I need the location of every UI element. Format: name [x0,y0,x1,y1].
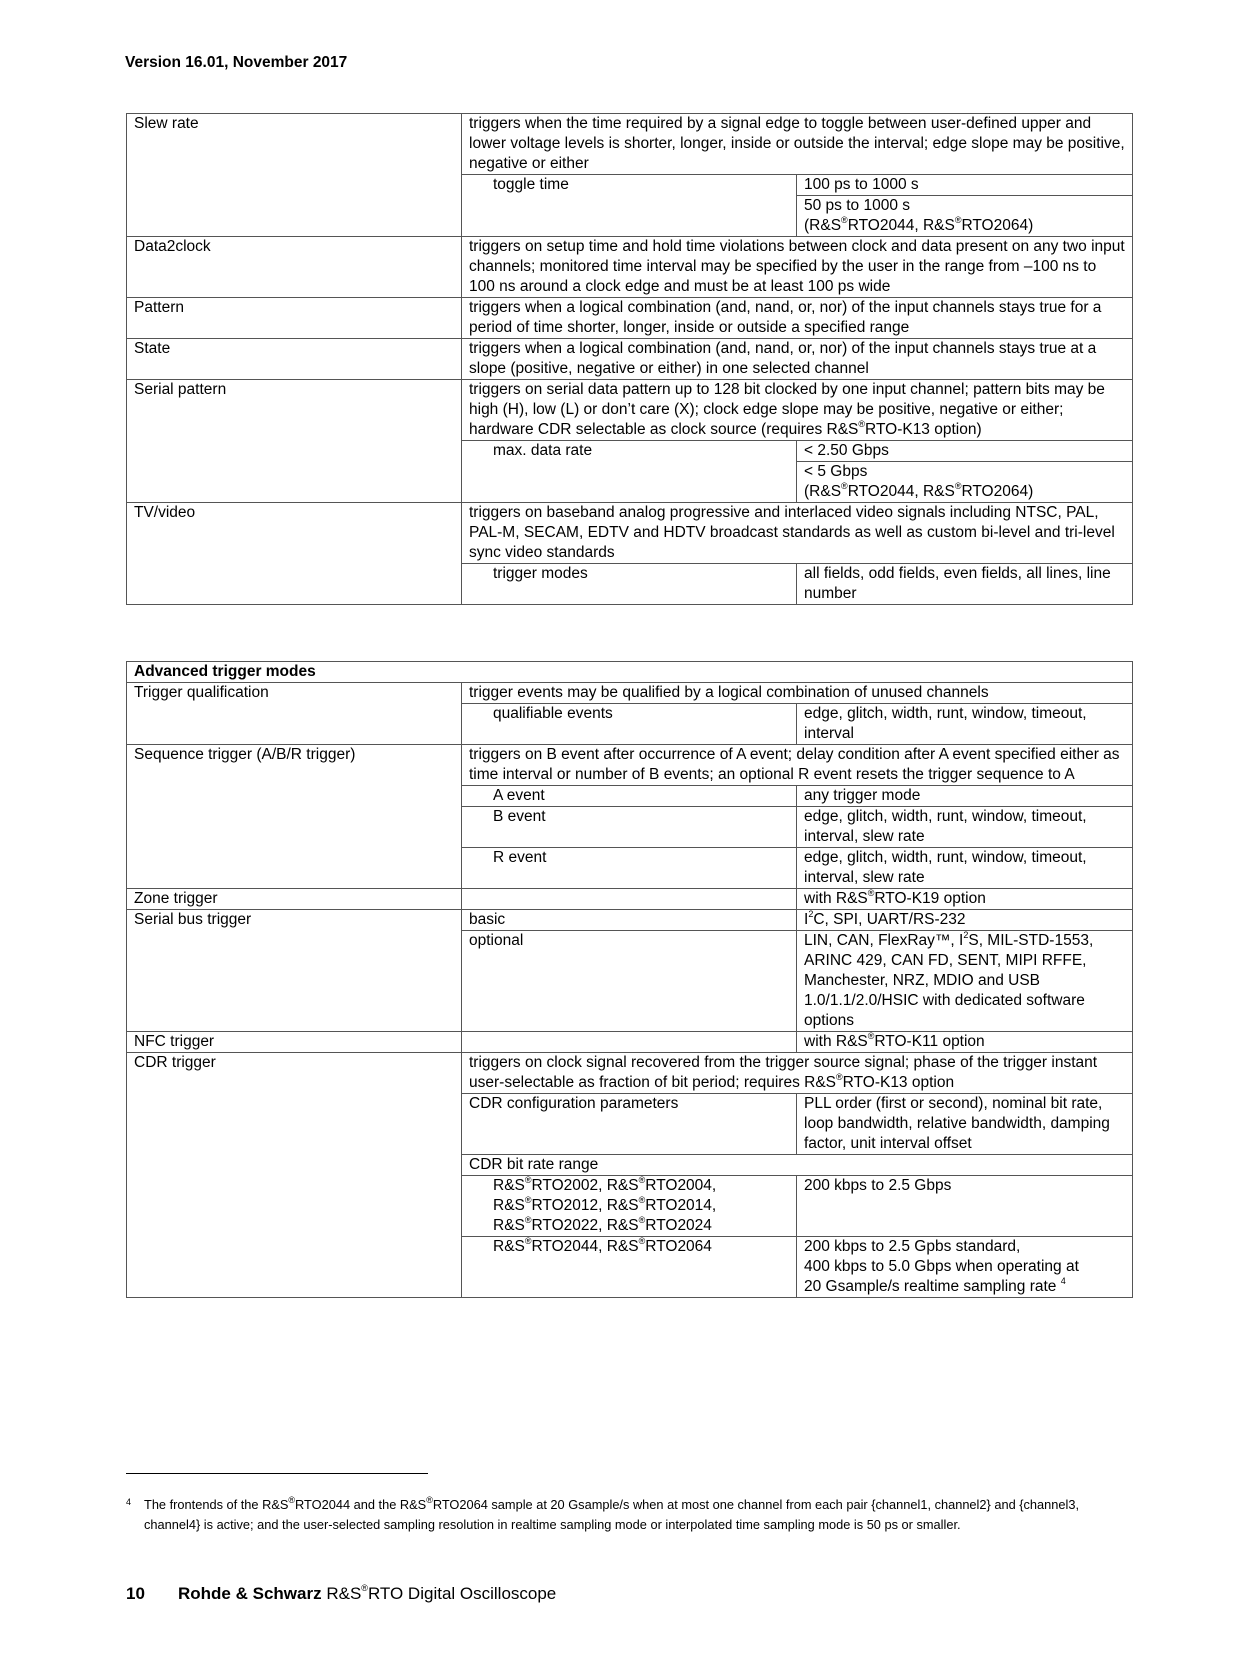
nfc-trigger-label: NFC trigger [127,1032,462,1053]
tv-video-label: TV/video [127,503,462,605]
trigger-modes-label: trigger modes [462,564,797,605]
data2clock-desc: triggers on setup time and hold time violations between clock and data present on any two input channels; monitored time interval may be specified by the user in the range from –100 ns to 100 ns around a clock edge and must be at least 100 ps wide [462,237,1133,298]
r-event-value: edge, glitch, width, runt, window, timeout, interval, slew rate [797,848,1133,889]
cdr-model-group-1-value: 200 kbps to 2.5 Gbps [797,1176,1133,1237]
max-data-rate-value-2: < 5 Gbps (R&S®RTO2044, R&S®RTO2064) [797,462,1133,503]
company-name: Rohde & Schwarz [178,1584,322,1603]
footnote-divider [126,1473,428,1474]
trigger-modes-value: all fields, odd fields, even fields, all lines, line number [797,564,1133,605]
serial-bus-basic-label: basic [462,910,797,931]
cdr-trigger-label: CDR trigger [127,1053,462,1298]
footnote-reference[interactable]: 4 [1060,1275,1066,1286]
serial-bus-trigger-label: Serial bus trigger [127,910,462,1032]
trigger-types-table [126,113,1133,605]
toggle-time-label: toggle time [462,175,797,237]
serial-pattern-desc: triggers on serial data pattern up to 128 bit clocked by one input channel; pattern bits may be high (H), low (L) or don’t care (X); clock edge slope may be positive, negative or either; hardware CDR selectable as clock source (requires R&S®RTO-K13 option) [462,380,1133,441]
serial-pattern-label: Serial pattern [127,380,462,503]
serial-bus-optional-label: optional [462,931,797,1032]
a-event-label: A event [462,786,797,807]
page-footer [126,1584,556,1604]
footnote-text: The frontends of the R&S®RTO2044 and the R&S®RTO2064 sample at 20 Gsample/s when at most one channel from each pair {channel1, channel2} and {channel3, channel4} is active; and the user-selected sampling resolution in realtime sampling mode or interpolated time sampling mode is 50 ps or smaller. [144,1494,1080,1532]
serial-bus-basic-value: $I^2C$, SPI, UART/RS-232 [797,910,1133,931]
serial-bus-optional-value: LIN, CAN, FlexRay™, $I^2S$, MIL-STD-1553, ARINC 429, CAN FD, SENT, MIPI RFFE, Manchester, NRZ, MDIO and USB 1.0/1.1/2.0/HSIC with dedicated software options [797,931,1133,1032]
slew-rate-desc: triggers when the time required by a signal edge to toggle between user-defined upper and lower voltage levels is shorter, longer, inside or outside the interval; edge slope may be positive, negative or either [462,114,1133,175]
footnote [126,1495,1126,1535]
state-label: State [127,339,462,380]
tv-video-desc: triggers on baseband analog progressive and interlaced video signals including NTSC, PAL, PAL-M, SECAM, EDTV and HDTV broadcast standards as well as custom bi-level and tri-level sync video standards [462,503,1133,564]
cdr-bit-rate-range-label: CDR bit rate range [462,1155,1133,1176]
cdr-trigger-desc: triggers on clock signal recovered from the trigger source signal; phase of the trigger instant user-selectable as fraction of bit period; requires R&S®RTO-K13 option [462,1053,1133,1094]
max-data-rate-value-1: < 2.50 Gbps [797,441,1133,462]
nfc-trigger-empty [462,1032,797,1053]
trigger-qualification-label: Trigger qualification [127,683,462,745]
nfc-trigger-value: with R&S®RTO-K11 option [797,1032,1133,1053]
b-event-label: B event [462,807,797,848]
sequence-trigger-label: Sequence trigger (A/B/R trigger) [127,745,462,889]
cdr-config-label: CDR configuration parameters [462,1094,797,1155]
max-data-rate-label: max. data rate [462,441,797,503]
advanced-trigger-table [126,661,1133,1298]
b-event-value: edge, glitch, width, runt, window, timeout, interval, slew rate [797,807,1133,848]
footnote-number: 4 [126,1497,132,1507]
advanced-trigger-title: Advanced trigger modes [127,662,1133,683]
zone-trigger-value: with R&S®RTO-K19 option [797,889,1133,910]
zone-trigger-empty [462,889,797,910]
pattern-desc: triggers when a logical combination (and, nand, or, nor) of the input channels stays true for a period of time shorter, longer, inside or outside a specified range [462,298,1133,339]
r-event-label: R event [462,848,797,889]
trigger-qualification-desc: trigger events may be qualified by a logical combination of unused channels [462,683,1133,704]
qualifiable-events-value: edge, glitch, width, runt, window, timeout, interval [797,704,1133,745]
cdr-config-value: PLL order (first or second), nominal bit rate, loop bandwidth, relative bandwidth, damping factor, unit interval offset [797,1094,1133,1155]
cdr-model-group-2: R&S®RTO2044, R&S®RTO2064 [462,1237,797,1298]
pattern-label: Pattern [127,298,462,339]
toggle-time-value-2: 50 ps to 1000 s (R&S®RTO2044, R&S®RTO2064) [797,196,1133,237]
page-number: 10 [126,1584,145,1603]
qualifiable-events-label: qualifiable events [462,704,797,745]
data2clock-label: Data2clock [127,237,462,298]
state-desc: triggers when a logical combination (and, nand, or, nor) of the input channels stays true at a slope (positive, negative or either) in one selected channel [462,339,1133,380]
a-event-value: any trigger mode [797,786,1133,807]
product-name: R&S®RTO Digital Oscilloscope [326,1583,557,1603]
slew-rate-label: Slew rate [127,114,462,237]
sequence-trigger-desc: triggers on B event after occurrence of A event; delay condition after A event specified either as time interval or number of B events; an optional R event resets the trigger sequence to A [462,745,1133,786]
toggle-time-value-1: 100 ps to 1000 s [797,175,1133,196]
version-header: Version 16.01, November 2017 [125,54,348,71]
cdr-model-group-2-value: 200 kbps to 2.5 Gpbs standard, 400 kbps to 5.0 Gbps when operating at 20 Gsample/s realtime sampling rate $^4$ [797,1237,1133,1298]
cdr-model-group-1: R&S®RTO2002, R&S®RTO2004, R&S®RTO2012, R&S®RTO2014, R&S®RTO2022, R&S®RTO2024 [462,1176,797,1237]
zone-trigger-label: Zone trigger [127,889,462,910]
